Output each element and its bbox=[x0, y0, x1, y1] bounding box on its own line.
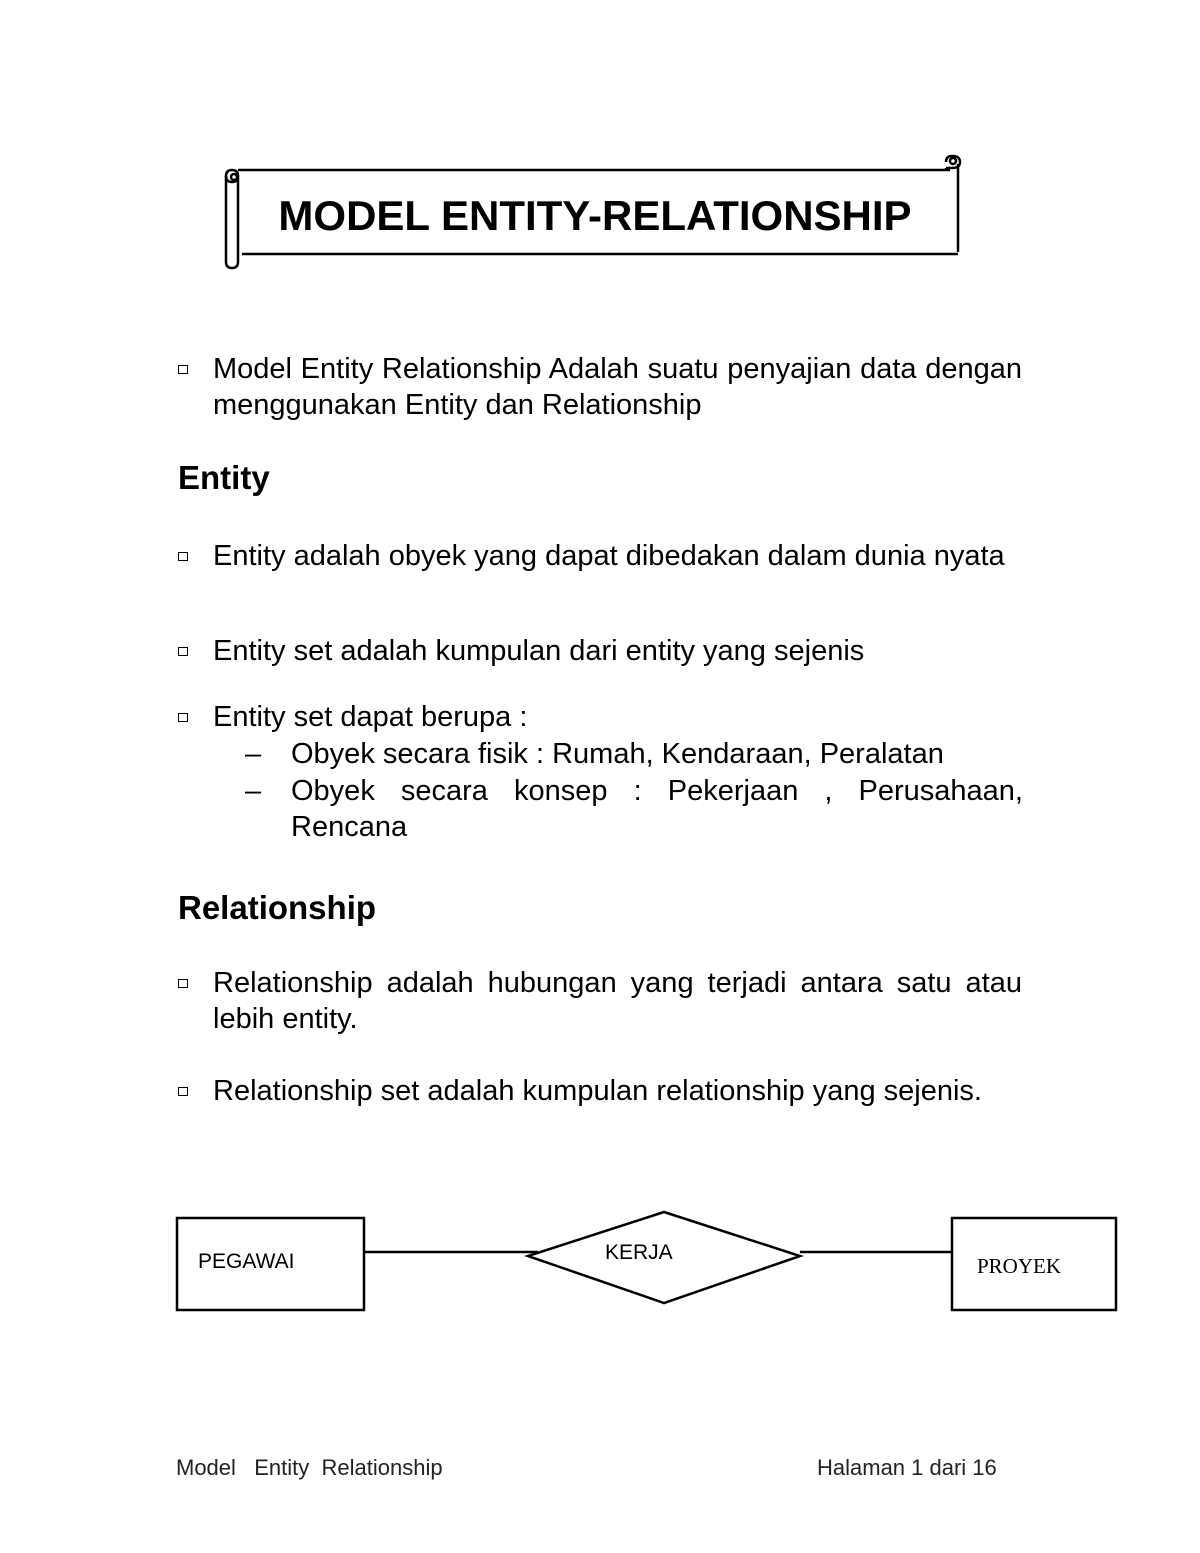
entity-bullet-text: Entity adalah obyek yang dapat dibedakan dalam dunia nyata bbox=[213, 540, 1005, 572]
dash-bullet: – bbox=[245, 775, 262, 807]
entity-sub-item-1 bbox=[245, 736, 1023, 772]
er-diagram bbox=[170, 1205, 1130, 1315]
dash-bullet: – bbox=[245, 738, 262, 770]
page-title: MODEL ENTITY-RELATIONSHIP bbox=[278, 192, 912, 239]
entity-label-pegawai: PEGAWAI bbox=[198, 1250, 295, 1273]
square-bullet-icon bbox=[178, 979, 188, 988]
title-banner bbox=[220, 150, 970, 275]
relation-label-kerja: KERJA bbox=[605, 1241, 673, 1264]
relationship-bullet-2 bbox=[178, 1073, 1022, 1109]
relationship-bullet-text: Relationship adalah hubungan yang terjadi antara satu atau lebih entity. bbox=[213, 967, 1022, 1035]
square-bullet-icon bbox=[178, 1087, 188, 1096]
entity-bullet-1 bbox=[178, 538, 1022, 574]
page-number: Halaman 1 dari 16 bbox=[817, 1455, 997, 1480]
square-bullet-icon bbox=[178, 552, 188, 561]
square-bullet-icon bbox=[178, 647, 188, 656]
relationship-bullet-1 bbox=[178, 965, 1022, 1037]
entity-bullet-text: Entity set adalah kumpulan dari entity yang sejenis bbox=[213, 635, 865, 667]
footer-title: Model Entity Relationship bbox=[176, 1455, 443, 1480]
intro-text: Model Entity Relationship Adalah suatu penyajian data dengan menggunakan Entity dan Relationship bbox=[213, 353, 1022, 421]
intro-bullet bbox=[178, 351, 1022, 423]
entity-label-proyek: PROYEK bbox=[977, 1254, 1062, 1278]
square-bullet-icon bbox=[178, 713, 188, 722]
entity-heading: Entity bbox=[178, 459, 270, 496]
entity-bullet-3 bbox=[178, 699, 1022, 735]
entity-bullet-2 bbox=[178, 633, 1022, 669]
square-bullet-icon bbox=[178, 365, 188, 374]
relationship-bullet-text: Relationship set adalah kumpulan relationship yang sejenis. bbox=[213, 1075, 982, 1107]
entity-bullet-text: Entity set dapat berupa : bbox=[213, 701, 528, 733]
sub-item-text: Obyek secara konsep : Pekerjaan , Perusahaan, Rencana bbox=[291, 775, 1023, 843]
entity-sub-item-2 bbox=[245, 773, 1023, 845]
relationship-heading: Relationship bbox=[178, 889, 377, 926]
sub-item-text: Obyek secara fisik : Rumah, Kendaraan, Peralatan bbox=[291, 738, 944, 770]
